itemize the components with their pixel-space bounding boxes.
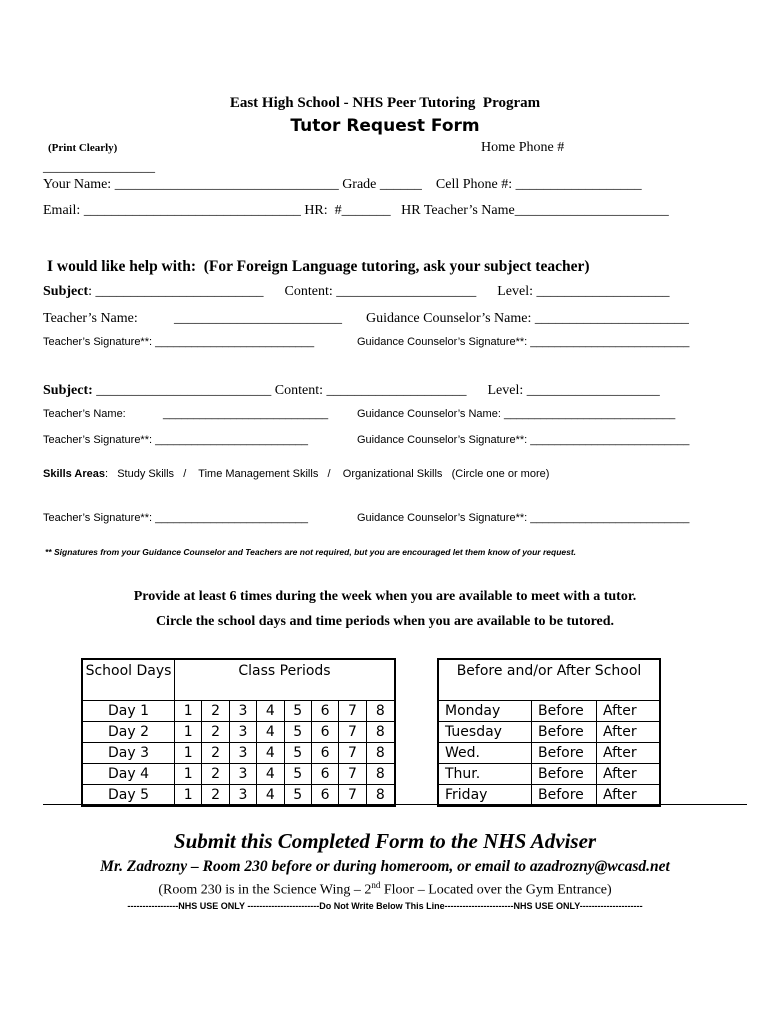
table-row xyxy=(438,764,660,785)
counselor-signature-2[interactable]: Guidance Counselor’s Signature**: __________________________ xyxy=(357,434,690,446)
period-cell[interactable]: 1 xyxy=(175,701,202,722)
table-row xyxy=(438,785,660,807)
period-cell[interactable]: 6 xyxy=(311,743,338,764)
period-cell[interactable]: 3 xyxy=(229,701,256,722)
after-school-cell[interactable]: After xyxy=(597,743,661,764)
teacher-name-1-field[interactable]: ________________________ xyxy=(174,311,342,326)
period-cell[interactable]: 3 xyxy=(229,764,256,785)
subject-1-label: Subject xyxy=(43,284,89,299)
adviser-contact: Mr. Zadrozny – Room 230 before or during homeroom, or email to azadrozny@wcasd.net xyxy=(100,858,670,875)
skills-areas-line[interactable] xyxy=(43,468,549,480)
before-after-header: Before and/or After School xyxy=(438,659,660,701)
class-periods-table xyxy=(81,658,396,807)
period-cell[interactable]: 7 xyxy=(339,764,366,785)
period-cell[interactable]: 2 xyxy=(202,743,229,764)
before-after-school-table xyxy=(437,658,661,807)
home-phone-field[interactable]: ________________ xyxy=(43,160,155,175)
after-school-cell[interactable]: After xyxy=(597,722,661,743)
period-cell[interactable]: 1 xyxy=(175,722,202,743)
school-day-cell[interactable]: Day 2 xyxy=(82,722,175,743)
teacher-name-2-label: Teacher’s Name: xyxy=(43,408,126,420)
period-cell[interactable]: 7 xyxy=(339,722,366,743)
subject-2-label: Subject: xyxy=(43,383,93,398)
period-cell[interactable]: 8 xyxy=(366,722,395,743)
subject-2-line[interactable] xyxy=(43,383,660,399)
subject-1-line[interactable] xyxy=(43,284,670,300)
period-cell[interactable]: 7 xyxy=(339,701,366,722)
skills-areas-label: Skills Areas xyxy=(43,468,105,480)
before-school-cell[interactable]: Before xyxy=(532,722,597,743)
table-row xyxy=(82,764,395,785)
school-day-cell[interactable]: Day 3 xyxy=(82,743,175,764)
period-cell[interactable]: 1 xyxy=(175,785,202,807)
period-cell[interactable]: 3 xyxy=(229,743,256,764)
counselor-name-2-field[interactable]: Guidance Counselor’s Name: ____________________________ xyxy=(357,408,676,420)
period-cell[interactable]: 2 xyxy=(202,764,229,785)
table-row xyxy=(82,701,395,722)
period-cell[interactable]: 5 xyxy=(284,743,311,764)
teacher-signature-2[interactable]: Teacher’s Signature**: _________________________ xyxy=(43,434,309,446)
period-cell[interactable]: 2 xyxy=(202,722,229,743)
period-cell[interactable]: 8 xyxy=(366,764,395,785)
before-school-cell[interactable]: Before xyxy=(532,785,597,807)
period-cell[interactable]: 4 xyxy=(257,722,284,743)
period-cell[interactable]: 5 xyxy=(284,701,311,722)
room-location-pre: (Room 230 is in the Science Wing – 2 xyxy=(158,882,372,898)
room-location-sup: nd xyxy=(371,880,381,890)
period-cell[interactable]: 8 xyxy=(366,701,395,722)
counselor-name-1-field[interactable]: Guidance Counselor’s Name: ______________________ xyxy=(366,311,689,326)
before-school-cell[interactable]: Before xyxy=(532,701,597,722)
teacher-signature-1[interactable]: Teacher’s Signature**: __________________________ xyxy=(43,336,315,348)
period-cell[interactable]: 2 xyxy=(202,701,229,722)
teacher-signature-3[interactable]: Teacher’s Signature**: _________________________ xyxy=(43,512,309,524)
table-row xyxy=(438,722,660,743)
after-school-cell[interactable]: After xyxy=(597,764,661,785)
room-location-post: Floor – Located over the Gym Entrance) xyxy=(380,882,612,898)
before-school-cell[interactable]: Before xyxy=(532,743,597,764)
period-cell[interactable]: 5 xyxy=(284,785,311,807)
period-cell[interactable]: 5 xyxy=(284,722,311,743)
weekday-cell[interactable]: Tuesday xyxy=(438,722,532,743)
period-cell[interactable]: 2 xyxy=(202,785,229,807)
period-cell[interactable]: 8 xyxy=(366,785,395,807)
form-title: Tutor Request Form xyxy=(290,116,480,136)
counselor-signature-3[interactable]: Guidance Counselor’s Signature**: __________________________ xyxy=(357,512,690,524)
before-school-cell[interactable]: Before xyxy=(532,764,597,785)
table-row xyxy=(82,722,395,743)
nhs-use-only-footer: -----------------NHS USE ONLY ------------------------Do Not Write Below This Line-----------------------NHS USE ONLY--------------------- xyxy=(127,901,643,911)
table-row xyxy=(82,743,395,764)
school-days-header: School Days xyxy=(82,659,175,701)
period-cell[interactable]: 1 xyxy=(175,764,202,785)
name-grade-cell-line[interactable]: Your Name: ________________________________ Grade ______ Cell Phone #: __________________ xyxy=(43,177,642,192)
period-cell[interactable]: 4 xyxy=(257,785,284,807)
skills-options[interactable]: : Study Skills / Time Management Skills / Organizational Skills (Circle one or more) xyxy=(104,468,550,480)
room-location xyxy=(0,880,770,899)
period-cell[interactable]: 4 xyxy=(257,701,284,722)
email-hr-line[interactable]: Email: _______________________________ HR: #_______ HR Teacher’s Name______________________ xyxy=(43,203,669,218)
period-cell[interactable]: 3 xyxy=(229,785,256,807)
period-cell[interactable]: 4 xyxy=(257,743,284,764)
period-cell[interactable]: 1 xyxy=(175,743,202,764)
counselor-signature-1[interactable]: Guidance Counselor’s Signature**: __________________________ xyxy=(357,336,690,348)
availability-instruction-1: Provide at least 6 times during the week when you are available to meet with a tutor. xyxy=(133,589,637,604)
signatures-note: ** Signatures from your Guidance Counselor and Teachers are not required, but you are encouraged let them know of your request. xyxy=(45,547,577,557)
period-cell[interactable]: 5 xyxy=(284,764,311,785)
weekday-cell[interactable]: Thur. xyxy=(438,764,532,785)
print-clearly-note: (Print Clearly) xyxy=(48,142,118,154)
period-cell[interactable]: 6 xyxy=(311,764,338,785)
table-row xyxy=(438,701,660,722)
school-day-cell[interactable]: Day 1 xyxy=(82,701,175,722)
period-cell[interactable]: 8 xyxy=(366,743,395,764)
teacher-name-1-label: Teacher’s Name: xyxy=(43,311,138,326)
teacher-name-2-field[interactable]: ___________________________ xyxy=(163,408,329,420)
period-cell[interactable]: 6 xyxy=(311,701,338,722)
subject-1-fields[interactable]: : ________________________ Content: ____________________ Level: ___________________ xyxy=(88,284,670,299)
period-cell[interactable]: 7 xyxy=(339,785,366,807)
weekday-cell[interactable]: Monday xyxy=(438,701,532,722)
table-row xyxy=(82,785,395,807)
submit-title: Submit this Completed Form to the NHS Adviser xyxy=(173,829,597,853)
school-day-cell[interactable]: Day 5 xyxy=(82,785,175,807)
period-cell[interactable]: 4 xyxy=(257,764,284,785)
help-heading: I would like help with: (For Foreign Language tutoring, ask your subject teacher) xyxy=(47,258,590,275)
period-cell[interactable]: 6 xyxy=(311,722,338,743)
school-program-title: East High School - NHS Peer Tutoring Program xyxy=(229,95,541,111)
table-row xyxy=(438,743,660,764)
after-school-cell[interactable]: After xyxy=(597,701,661,722)
period-cell[interactable]: 3 xyxy=(229,722,256,743)
weekday-cell[interactable]: Friday xyxy=(438,785,532,807)
home-phone-label: Home Phone # xyxy=(481,140,565,155)
class-periods-header: Class Periods xyxy=(175,659,396,701)
availability-instruction-2: Circle the school days and time periods when you are available to be tutored. xyxy=(155,614,615,629)
weekday-cell[interactable]: Wed. xyxy=(438,743,532,764)
period-cell[interactable]: 6 xyxy=(311,785,338,807)
school-day-cell[interactable]: Day 4 xyxy=(82,764,175,785)
after-school-cell[interactable]: After xyxy=(597,785,661,807)
subject-2-fields[interactable]: _________________________ Content: ____________________ Level: ___________________ xyxy=(92,383,660,398)
period-cell[interactable]: 7 xyxy=(339,743,366,764)
